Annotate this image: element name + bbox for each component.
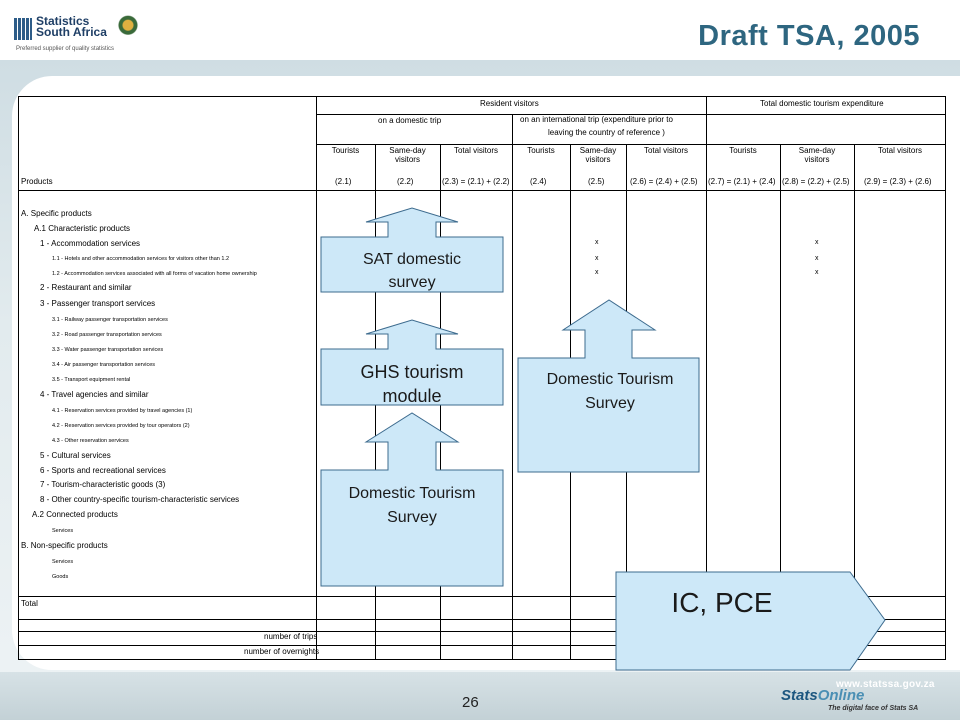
logo-tagline: Preferred supplier of quality statistics <box>16 46 115 52</box>
row-label: 4 - Travel agencies and similar <box>40 390 149 399</box>
total-row-label: Total <box>21 599 38 608</box>
logo-wordmark: Statistics South Africa <box>36 14 107 39</box>
row-label: 1 - Accommodation services <box>40 239 141 248</box>
column-header: Tourists <box>729 146 757 155</box>
row-label: Services <box>52 528 74 534</box>
footer-url[interactable]: www.statssa.gov.za <box>836 679 935 690</box>
icpce-callout-label: IC, PCE <box>671 587 773 618</box>
header-international-trip-1: on an international trip (expenditure prior to <box>520 115 673 124</box>
x-mark: x <box>595 239 599 246</box>
row-label: 3 - Passenger transport services <box>40 299 156 308</box>
row-label: 3.1 - Railway passenger transportation services <box>52 317 168 323</box>
ghs-callout-label: GHS tourism module <box>360 362 464 406</box>
trips-row-label: number of trips <box>264 632 318 641</box>
header-resident-visitors: Resident visitors <box>480 99 539 108</box>
row-label: 4.3 - Other reservation services <box>52 438 129 444</box>
column-header: Same-day visitors <box>798 146 836 164</box>
row-label: A. Specific products <box>21 209 92 218</box>
header-total-expenditure: Total domestic tourism expenditure <box>760 99 884 108</box>
slide-title: Draft TSA, 2005 <box>698 20 920 52</box>
row-label: 2 - Restaurant and similar <box>40 283 132 292</box>
row-label: A.2 Connected products <box>32 510 118 519</box>
row-label: Services <box>52 559 74 565</box>
column-code: (2.4) <box>530 177 547 186</box>
column-code: (2.8) = (2.2) + (2.5) <box>782 177 850 186</box>
row-label: 6 - Sports and recreational services <box>40 466 166 475</box>
column-header: Total visitors <box>643 146 688 155</box>
dts-right-callout-label: Domestic Tourism Survey <box>546 371 674 412</box>
column-code: (2.1) <box>335 177 352 186</box>
column-code: (2.7) = (2.1) + (2.4) <box>708 177 776 186</box>
row-label: 1.2 - Accommodation services associated with all forms of vacation home ownership <box>52 271 257 277</box>
page-number: 26 <box>462 694 479 711</box>
column-code: (2.9) = (2.3) + (2.6) <box>864 177 932 186</box>
column-header: Same-day visitors <box>579 146 617 164</box>
x-mark: x <box>595 269 599 276</box>
header-domestic-trip: on a domestic trip <box>378 116 442 125</box>
column-header: Tourists <box>331 146 360 155</box>
header-international-trip-2: leaving the country of reference ) <box>548 128 665 137</box>
x-mark: x <box>595 255 599 262</box>
row-label: 7 - Tourism-characteristic goods (3) <box>40 480 166 489</box>
column-header: Total visitors <box>877 146 922 155</box>
dts-left-callout-label: Domestic Tourism Survey <box>348 485 476 526</box>
row-label: B. Non-specific products <box>21 541 108 550</box>
row-label: 5 - Cultural services <box>40 451 111 460</box>
products-label: Products <box>21 177 53 186</box>
sat-callout-label: SAT domestic survey <box>362 251 462 291</box>
column-header: Total visitors <box>453 146 498 155</box>
column-code: (2.6) = (2.4) + (2.5) <box>630 177 698 186</box>
row-label: 4.1 - Reservation services provided by travel agencies (1) <box>52 408 193 414</box>
column-header: Tourists <box>527 146 555 155</box>
column-code: (2.2) <box>397 177 414 186</box>
row-label: 1.1 - Hotels and other accommodation services for visitors other than 1.2 <box>52 256 230 262</box>
column-header: Same-day visitors <box>389 146 426 164</box>
x-mark: x <box>815 255 819 262</box>
row-label: 3.4 - Air passenger transportation services <box>52 362 156 368</box>
row-label: 3.2 - Road passenger transportation services <box>52 332 162 338</box>
column-code: (2.5) <box>588 177 605 186</box>
row-label: 8 - Other country-specific tourism-characteristic services <box>40 495 240 504</box>
statsonline-tagline: The digital face of Stats SA <box>828 705 919 712</box>
overnights-row-label: number of overnights <box>244 647 320 656</box>
row-label: 4.2 - Reservation services provided by tour operators (2) <box>52 423 190 429</box>
row-label: 3.5 - Transport equipment rental <box>52 377 131 383</box>
x-mark: x <box>815 269 819 276</box>
column-code: (2.3) = (2.1) + (2.2) <box>442 177 510 186</box>
row-label: 3.3 - Water passenger transportation services <box>52 347 164 353</box>
row-label: Goods <box>52 574 69 580</box>
statsonline-logo: StatsOnline <box>781 687 865 704</box>
x-mark: x <box>815 239 819 246</box>
row-label: A.1 Characteristic products <box>34 224 131 233</box>
